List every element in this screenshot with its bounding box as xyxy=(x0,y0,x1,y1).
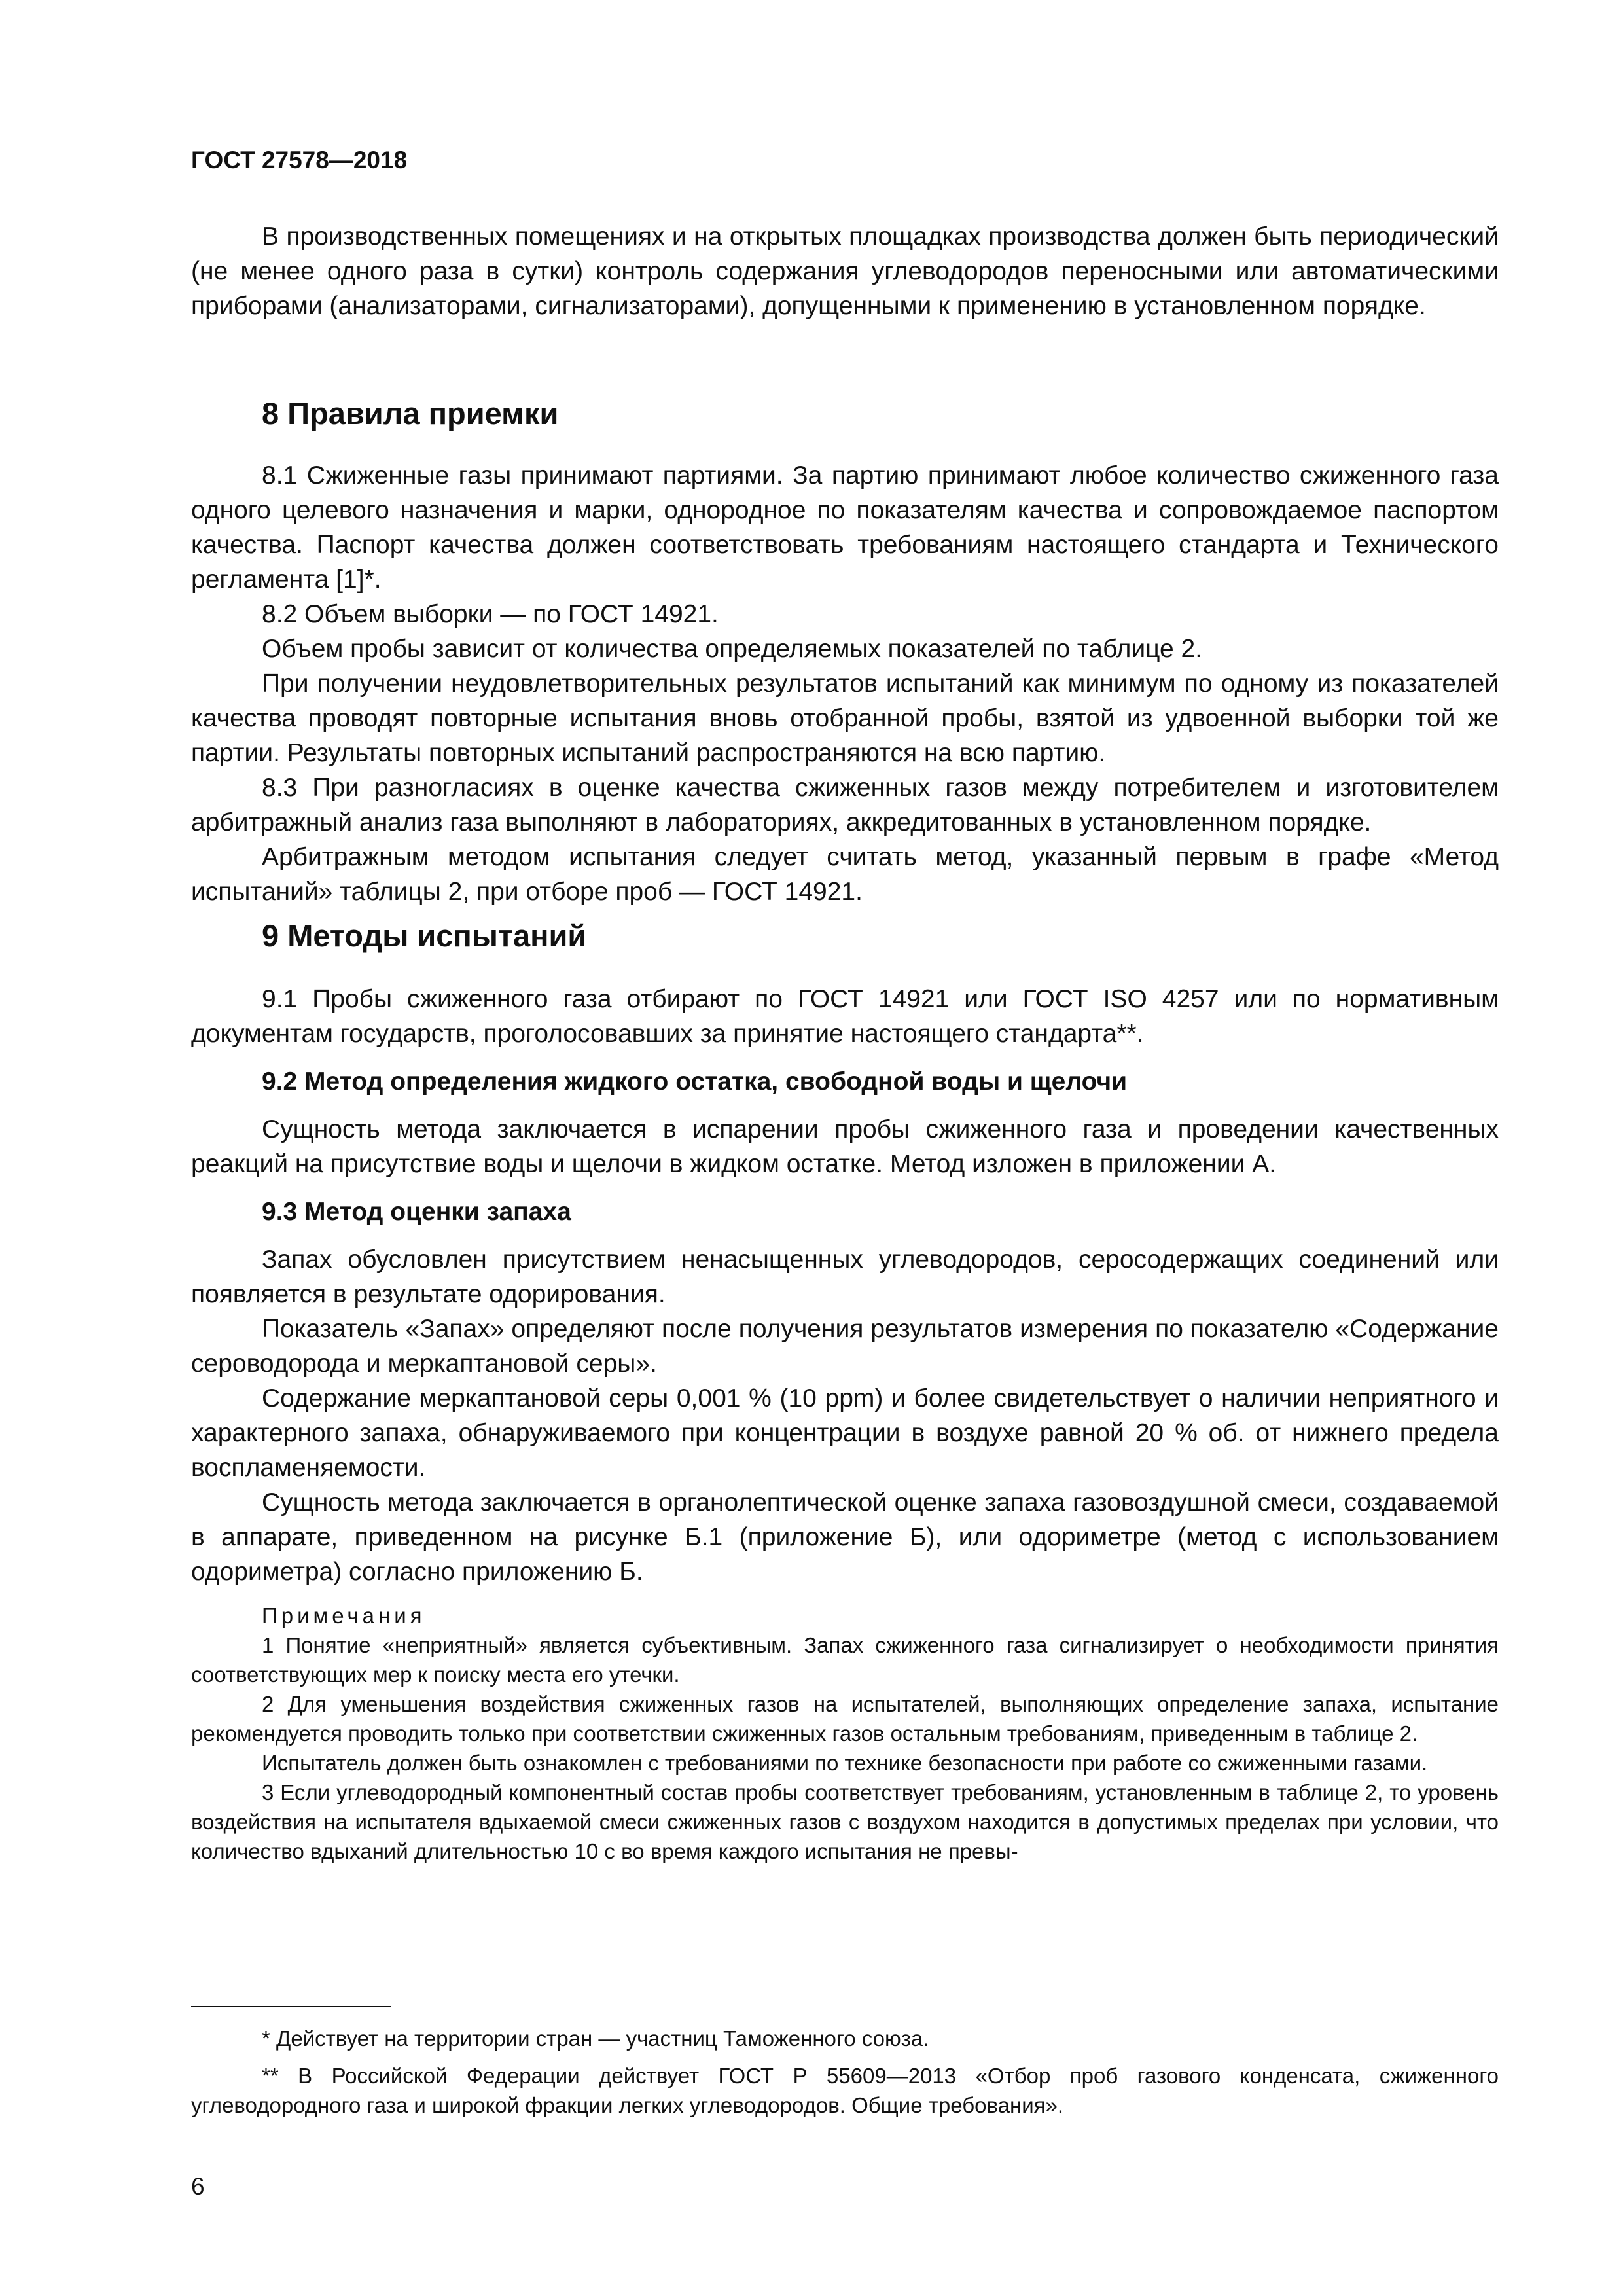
paragraph-9-3-mercaptan: Содержание меркаптановой серы 0,001 % (10 ppm) и более свидетельствует о наличии неприятного и характерного запаха, обнаруживаемого при концентрации в воздухе равной 20 % об. от нижнего предела воспламеняемости. xyxy=(191,1384,1499,1482)
document-header: ГОСТ 27578—2018 xyxy=(191,147,408,173)
paragraph-8-3-arbitration: Арбитражным методом испытания следует считать метод, указанный первым в графе «Метод испытаний» таблицы 2, при отборе проб — ГОСТ 14921. xyxy=(191,843,1499,906)
paragraph-9-3-method: Сущность метода заключается в органолептической оценке запаха газовоздушной смеси, создаваемой в аппарате, приведенном на рисунке Б.1 (приложение Б), или одориметре (метод с использованием одориметра) согласно приложению Б. xyxy=(191,1488,1499,1586)
paragraph-8-2-retest: При получении неудовлетворительных результатов испытаний как минимум по одному из показателей качества проводят повторные испытания вновь отобранной пробы, взятой из удвоенной выборки той же партии. Результаты повторных испытаний распространяются на всю партию. xyxy=(191,670,1499,767)
note-3: 3 Если углеводородный компонентный состав пробы соответствует требованиям, установленным в таблице 2, то уровень воздействия на испытателя вдыхаемой смеси сжиженных газов с воздухом находится в допустимых пределах при условии, что количество вдыханий длительностью 10 с во время каждого испытания не превы- xyxy=(191,1780,1499,1863)
paragraph-8-2-sample: Объем пробы зависит от количества определяемых показателей по таблице 2. xyxy=(262,635,1203,663)
notes-title: Примечания xyxy=(262,1604,426,1628)
note-1: 1 Понятие «неприятный» является субъективным. Запах сжиженного газа сигнализирует о необходимости принятия соответствующих мер к поиску места его утечки. xyxy=(191,1633,1499,1687)
paragraph-8-2: 8.2 Объем выборки — по ГОСТ 14921. xyxy=(262,600,719,628)
footnotes xyxy=(191,2024,1499,2120)
paragraph-8-3: 8.3 При разногласиях в оценке качества сжиженных газов между потребителем и изготовителем арбитражный анализ газа выполняют в лабораториях, аккредитованных в установленном порядке. xyxy=(191,774,1499,836)
footnote-divider xyxy=(191,2006,391,2007)
footnote-2: ** В Российской Федерации действует ГОСТ Р 55609—2013 «Отбор проб газового конденсата, сжиженного углеводородного газа и широкой фракции легких углеводородов. Общие требования». xyxy=(191,2064,1499,2117)
subsection-9-3-heading: 9.3 Метод оценки запаха xyxy=(262,1198,571,1226)
note-2: 2 Для уменьшения воздействия сжиженных газов на испытателей, выполняющих определение запаха, испытание рекомендуется проводить только при соответствии сжиженных газов остальным требованиям, приведенным в таблице 2. xyxy=(191,1692,1499,1746)
section-8 xyxy=(191,394,1499,909)
section-9 xyxy=(191,916,1499,1866)
paragraph-9-3-odor: Запах обусловлен присутствием ненасыщенных углеводородов, серосодержащих соединений или появляется в результате одорирования. xyxy=(191,1246,1499,1308)
section-8-heading: 8 Правила приемки xyxy=(262,396,559,431)
paragraph-9-2: Сущность метода заключается в испарении пробы сжиженного газа и проведении качественных реакций на присутствие воды и щелочи в жидком остатке. Метод изложен в приложении А. xyxy=(191,1115,1499,1178)
subsection-9-2-heading: 9.2 Метод определения жидкого остатка, свободной воды и щелочи xyxy=(262,1067,1128,1096)
paragraph-9-3-indicator: Показатель «Запах» определяют после получения результатов измерения по показателю «Содержание сероводорода и меркаптановой серы». xyxy=(191,1315,1499,1378)
section-9-heading: 9 Методы испытаний xyxy=(262,918,587,953)
page-number: 6 xyxy=(191,2173,205,2200)
intro-paragraph: В производственных помещениях и на открытых площадках производства должен быть периодический (не менее одного раза в сутки) контроль содержания углеводородов переносными или автоматическими приборами (анализаторами, сигнализаторами), допущенными к применению в установленном порядке. xyxy=(191,223,1499,320)
paragraph-9-1: 9.1 Пробы сжиженного газа отбирают по ГОСТ 14921 или ГОСТ ISO 4257 или по нормативным документам государств, проголосовавших за принятие настоящего стандарта**. xyxy=(191,985,1499,1048)
paragraph-8-1: 8.1 Сжиженные газы принимают партиями. За партию принимают любое количество сжиженного газа одного целевого назначения и марки, однородное по показателям качества и сопровождаемое паспортом качества. Паспорт качества должен соответствовать требованиям настоящего стандарта и Технического регламента [1]*. xyxy=(191,461,1499,594)
footnote-1: * Действует на территории стран — участниц Таможенного союза. xyxy=(262,2026,929,2051)
intro-block xyxy=(191,219,1499,323)
note-2-safety: Испытатель должен быть ознакомлен с требованиями по технике безопасности при работе со сжиженными газами. xyxy=(262,1751,1428,1775)
